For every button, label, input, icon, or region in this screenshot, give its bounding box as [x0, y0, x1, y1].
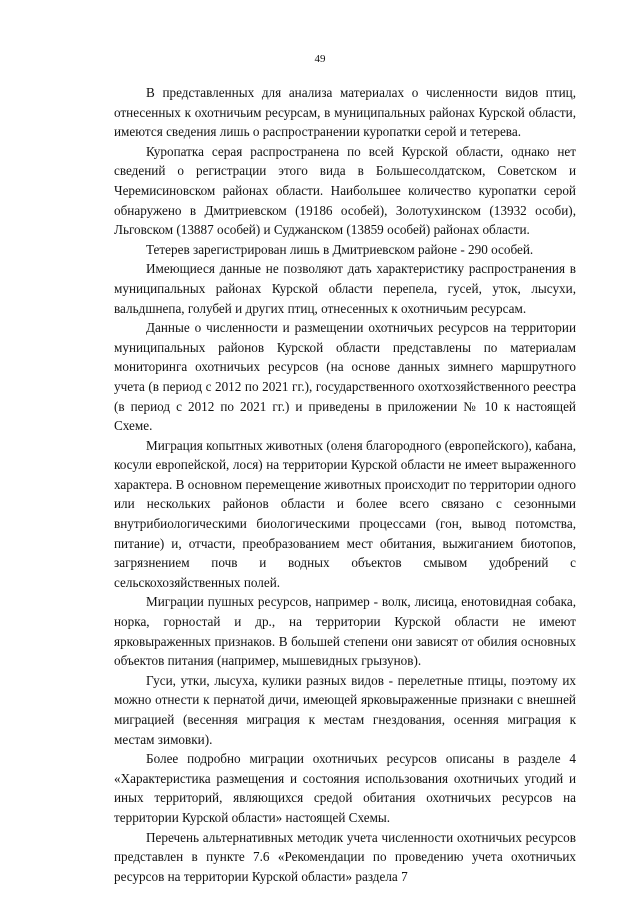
- paragraph-monitoring-sources: Данные о численности и размещении охотничьих ресурсов на территории муниципальных районов Курской области представлены по материалам мониторинга охотничьих ресурсов (на основе данных зимнего маршрутного учета (в период с 2012 по 2021 гг.), государственного охотхозяйственного реестра (в период с 2012 по 2021 гг.) и приведены в приложении № 10 к настоящей Схеме.: [114, 320, 576, 434]
- paragraph-birds-data-summary: В представленных для анализа материалах о численности видов птиц, отнесенных к охотничьим ресурсам, в муниципальных районах Курской области, имеются сведения лишь о распространении куропатки серой и тетерева.: [114, 85, 576, 140]
- paragraph-fur-animal-migration: Миграции пушных ресурсов, например - волк, лисица, енотовидная собака, норка, горностай и др., на территории Курской области не имеют ярковыраженных признаков. В большей степени они зависят от обилия основных объектов питания (например, мышевидных грызунов).: [114, 594, 576, 669]
- paragraph-waterfowl-migration: Гуси, утки, лысуха, кулики разных видов - перелетные птицы, поэтому их можно отнести к пернатой дичи, имеющей ярковыраженные признаки с внешней миграцией (весенняя миграция к местам гнездования, осенняя миграция к местам зимовки).: [114, 672, 576, 747]
- paragraph-grey-partridge: Куропатка серая распространена по всей Курской области, однако нет сведений о регистрации этого вида в Большесолдатском, Советском и Черемисиновском районах области. Наибольшее количество куропатки серой обнаружено в Дмитриевском (19186 особей), Золотухинском (13932 особи), Льговском (13887 особей) и Суджанском (13859 особей) районах области.: [114, 143, 576, 238]
- paragraph-alternative-methods: Перечень альтернативных методик учета численности охотничьих ресурсов представлен в пункте 7.6 «Рекомендации по проведению учета охотничьих ресурсов на территории Курской области» раздела 7: [114, 829, 576, 884]
- paragraph-ungulate-migration: Миграция копытных животных (оленя благородного (европейского), кабана, косули европейской, лося) на территории Курской области не имеет выраженного характера. В основном перемещение животных происходит по территории одного или нескольких районов области и более всего связано с сезонными внутрибиологическими биологическими процессами (гон, вывод потомства, питание) и, отчасти, преобразованием мест обитания, выжиганием биотопов, загрязнением почв и водных объектов смывом удобрений с сельскохозяйственных полей.: [114, 437, 576, 590]
- paragraph-section-4-reference: Более подробно миграции охотничьих ресурсов описаны в разделе 4 «Характеристика размещения и состояния использования охотничьих угодий и иных территорий, являющихся средой обитания охотничьих ресурсов на территории Курской области» настоящей Схемы.: [114, 751, 576, 825]
- paragraph-black-grouse: Тетерев зарегистрирован лишь в Дмитриевском районе - 290 особей.: [146, 241, 534, 257]
- document-body: [114, 83, 576, 886]
- page-number: 49: [314, 53, 326, 65]
- paragraph-insufficient-data: Имеющиеся данные не позволяют дать характеристику распространения в муниципальных районах Курской области перепела, гусей, уток, лысухи, вальдшнепа, голубей и других птиц, отнесенных к охотничьим ресурсам.: [114, 261, 576, 316]
